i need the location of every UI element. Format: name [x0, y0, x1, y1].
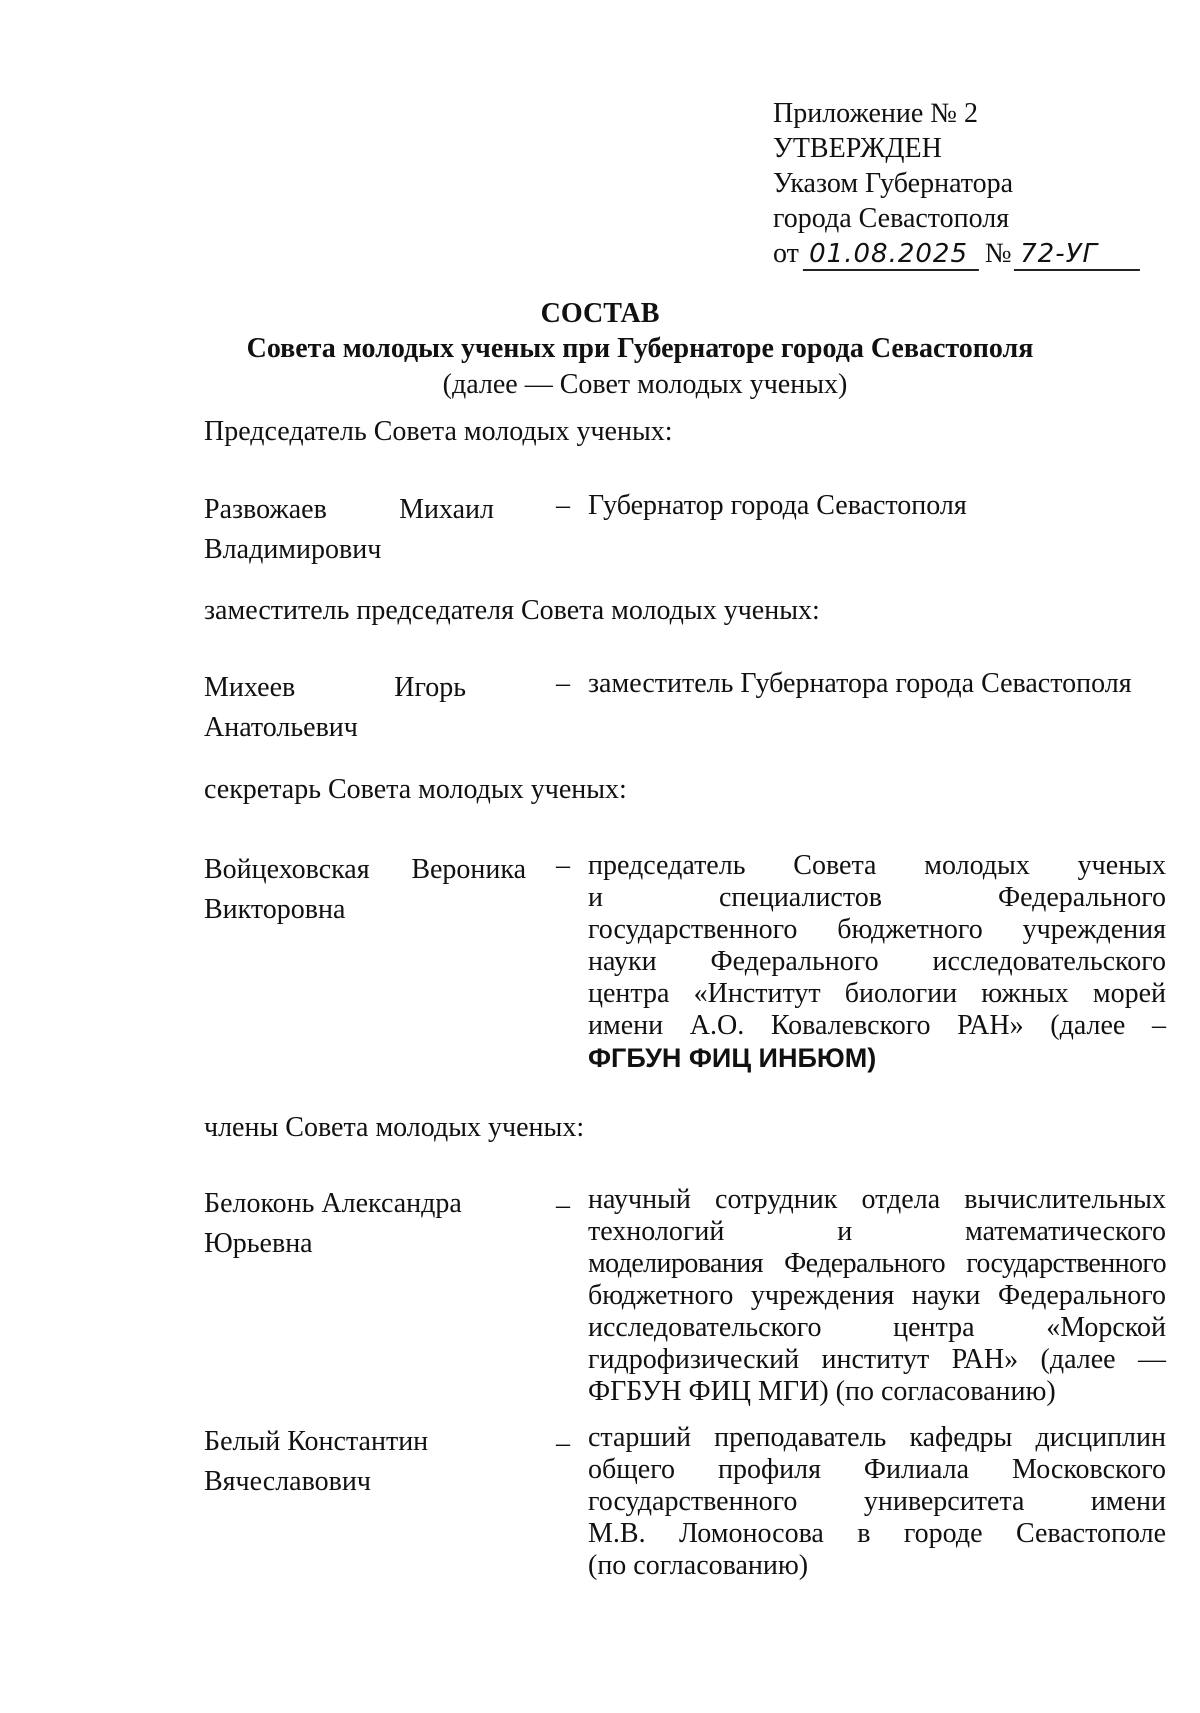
- role-line: имени А.О. Ковалевского РАН» (далее –: [588, 1010, 1166, 1041]
- member-name: [204, 668, 534, 748]
- role-line: государственного бюджетного учреждения: [588, 914, 1166, 945]
- appendix-label: Приложение № 2: [773, 98, 978, 129]
- role-line: бюджетного учреждения науки Федерального: [588, 1280, 1166, 1311]
- member-patronymic: Юрьевна: [204, 1228, 313, 1259]
- member-first-name: Игорь: [394, 672, 466, 703]
- section-deputy-label: заместитель председателя Совета молодых ученых:: [204, 595, 820, 626]
- member-name: [204, 1184, 534, 1264]
- member-role: [588, 850, 1166, 1074]
- member-patronymic: Викторовна: [204, 894, 346, 925]
- role-line: моделирования Федерального государственного: [588, 1248, 1166, 1279]
- approved-label: УТВЕРЖДЕН: [773, 133, 942, 164]
- member-patronymic: Вячеславович: [204, 1466, 371, 1497]
- from-label: от: [773, 238, 799, 269]
- role-line: центра «Институт биологии южных морей: [588, 978, 1166, 1009]
- member-surname: Войцеховская: [204, 854, 370, 885]
- member-surname: Белоконь Александра: [204, 1188, 462, 1219]
- member-surname: Развожаев: [204, 494, 327, 525]
- member-name: [204, 490, 534, 570]
- role-line: технологий и математического: [588, 1216, 1166, 1247]
- document-title-block: [0, 296, 1200, 403]
- member-dash: –: [556, 668, 570, 699]
- member-dash: –: [556, 850, 570, 881]
- member-dash: –: [556, 1428, 570, 1459]
- member-deputy: [204, 668, 1166, 758]
- role-line: общего профиля Филиала Московского: [588, 1454, 1166, 1485]
- city-label: города Севастополя: [773, 203, 1010, 234]
- document-title-note: (далее — Совет молодых ученых): [442, 369, 848, 400]
- document-subtitle: Совета молодых ученых при Губернаторе города Севастополя: [246, 333, 1034, 364]
- member-surname: Михеев: [204, 672, 296, 703]
- member-name: [204, 850, 534, 930]
- section-chair-label: Председатель Совета молодых ученых:: [204, 416, 673, 447]
- role-line: гидрофизический институт РАН» (далее —: [588, 1344, 1166, 1375]
- member-chair: [204, 490, 1166, 580]
- role-line: исследовательского центра «Морской: [588, 1312, 1166, 1343]
- role-line: старший преподаватель кафедры дисциплин: [588, 1422, 1166, 1453]
- role-line: научный сотрудник отдела вычислительных: [588, 1184, 1166, 1215]
- role-line: председатель Совета молодых ученых: [588, 850, 1166, 881]
- member-surname: Белый Константин: [204, 1426, 429, 1457]
- member-role: заместитель Губернатора города Севастополя: [588, 668, 1132, 699]
- member-first-name: Михаил: [399, 494, 494, 525]
- handwritten-number: 72-УГ: [1013, 239, 1143, 271]
- member-role: Губернатор города Севастополя: [588, 490, 967, 521]
- section-members-label: члены Совета молодых ученых:: [204, 1112, 585, 1143]
- member-dash: –: [556, 1190, 570, 1221]
- approval-block: [773, 96, 1142, 271]
- number-label: №: [984, 238, 1012, 269]
- member-first-name: Вероника: [411, 854, 526, 885]
- role-line: (по согласованию): [588, 1550, 809, 1581]
- role-line: М.В. Ломоносова в городе Севастополе: [588, 1518, 1166, 1549]
- member-secretary: [204, 850, 1166, 1080]
- member-patronymic: Владимирович: [204, 534, 382, 565]
- member-role: [588, 1422, 1166, 1582]
- handwritten-date: 01.08.2025: [803, 239, 983, 271]
- decree-date-line: [773, 236, 1142, 271]
- member-dash: –: [556, 490, 570, 521]
- role-line: ФГБУН ФИЦ МГИ) (по согласованию): [588, 1376, 1056, 1407]
- decree-label: Указом Губернатора: [773, 168, 1014, 199]
- member-role: [588, 1184, 1166, 1408]
- section-secretary-label: секретарь Совета молодых ученых:: [204, 774, 627, 805]
- document-title: СОСТАВ: [540, 298, 660, 329]
- member-name: [204, 1422, 534, 1502]
- role-line: государственного университета имени: [588, 1486, 1166, 1517]
- role-abbreviation: ФГБУН ФИЦ ИНБЮМ): [588, 1043, 877, 1073]
- member-belokon: [204, 1184, 1166, 1414]
- member-bely: [204, 1422, 1166, 1592]
- role-line: и специалистов Федерального: [588, 882, 1166, 913]
- member-patronymic: Анатольевич: [204, 712, 358, 743]
- role-line: науки Федерального исследовательского: [588, 946, 1166, 977]
